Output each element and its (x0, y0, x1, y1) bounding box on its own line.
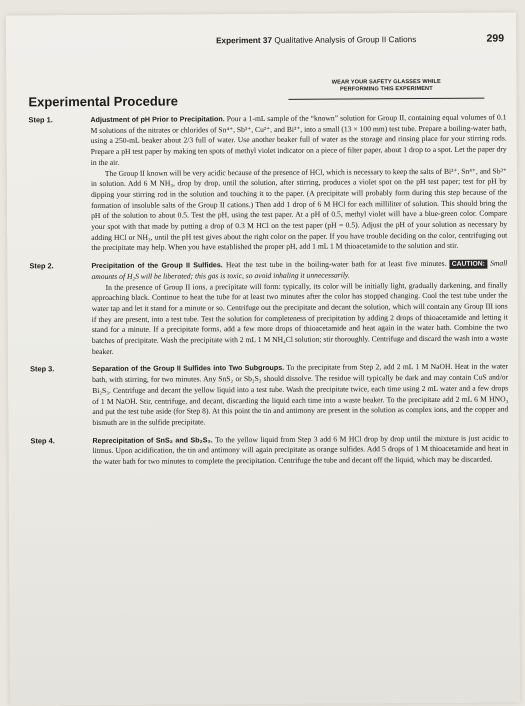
step-label: Step 1. (28, 115, 53, 125)
step-label: Step 3. (30, 364, 55, 374)
step-text: To the yellow liquid from Step 3 add 6 M HCl drop by drop until the mixture is just acidic to litmus. Upon acidification, the tin and antimony will again precipitate as orange sulfides. Add 5 drops of 1 M thioacetamide and heat in the water bath for two minutes to complete the precipitation. Centrifuge the tube and decant off the liquid, which may be discarded. (92, 433, 509, 467)
step-3 (30, 362, 508, 429)
experiment-number: Experiment 37 (216, 35, 273, 46)
step-text: Pour a 1-mL sample of the “known” solution for Group II, containing equal volumes of 0.1 M solutions of the nitrates or chlorides of Sn⁴⁺, Sb³⁺, Cu²⁺, and Bi³⁺, into a small (13 × 100 mm) test tube. Prepare a boiling-water bath, using a 250-mL beaker about 2/3 full of water. Use another beaker full of water as the storage and rinsing place for your stirring rods. Prepare a pH test paper by making ten spots of methyl violet indicator on a piece of filter paper, about 1 drop to a spot. Let the paper dry in the air. (90, 112, 507, 167)
caution-badge: CAUTION: (450, 260, 487, 269)
step-label: Step 2. (29, 261, 54, 271)
caution-text: Small amounts of H₂S will be liberated; this gas is toxic, so avoid inhaling it unnecessarily. (91, 258, 508, 281)
step-4 (30, 433, 508, 468)
safety-warning (291, 79, 481, 95)
step-paragraph (92, 433, 508, 468)
textbook-page (6, 12, 520, 705)
step-paragraph: In the presence of Group II ions, a precipitate will form: typically, its color will be initially light, gradually darkening, and finally approaching black. Continue to heat the tube for at least two minutes after the color has stopped changing. Cool the test tube under the water tap and let it stand for a minute or so. Centrifuge out the precipitate and decant the solution, which will contain any Group III ions if they are present, into a test tube. Test the solution for completeness of precipitation by adding 2 drops of thioacetamide and letting it stand for a minute. If a precipitate forms, add a few more drops of thioacetamide and heat again in the water bath. Combine the two batches of precipitate. Wash the precipitate with 2 mL 1 M NH₄Cl solution; stir thoroughly. Centrifuge and discard the wash into a waste beaker. (91, 280, 508, 356)
step-title: Reprecipitation of SnS₂ and Sb₂S₃. (92, 435, 213, 445)
safety-warning-line: PERFORMING THIS EXPERIMENT (339, 86, 433, 93)
section-title: Experimental Procedure (28, 93, 179, 110)
step-paragraph (91, 259, 507, 283)
running-head (216, 32, 506, 46)
step-text: To the precipitate from Step 2, add 2 mL 1 M NaOH. Heat in the water bath, with stirring, for two minutes. Any SnS₂ or Sb₂S₃ should dissolve. The residue will typically be dark and may contain CuS and/or Bi₂S₃. Centrifuge and decant the yellow liquid into a test tube. Wash the precipitate twice, each time using 2 mL water and a few drops of 1 M NaOH. Stir, centrifuge, and decant, discarding the liquid each time into a waste beaker. To the precipitate add 2 mL 6 M HNO₃ and put the test tube aside (for Step 8). At this point the tin and antimony are present in the solution as complex ions, and the copper and bismuth are in the sulfide precipitate. (92, 361, 509, 428)
step-paragraph (92, 362, 508, 429)
safety-warning-line: WEAR YOUR SAFETY GLASSES WHILE (331, 78, 441, 86)
step-paragraph: The Group II known will be very acidic because of the presence of HCl, which is necessary to keep the salts of Bi³⁺, Sn⁴⁺, and Sb³⁺ in solution. Add 6 M NH₃, drop by drop, until the solution, after stirring, produces a violet spot on the pH test paper; test for pH by dipping your stirring rod in the solution and touching it to the paper. (A precipitate will probably form during this step because of the formation of insoluble salts of the Group II cations.) Then add 1 drop of 6 M HCl for each milliliter of solution. This should bring the pH of the solution to about 0.5. Test the pH, using the test paper. At a pH of 0.5, methyl violet will have a blue-green color. Compare your spot with that made by putting a drop of 0.3 M HCl on the test paper (pH = 0.5). Adjust the pH of your solution as necessary by adding HCl or NH₃, until the pH test gives about the right color on the paper. If you have trouble deciding on the color, centrifuging out the precipitate may help. When you have established the proper pH, add 1 mL 1 M thioacetamide to the solution and stir. (90, 166, 508, 253)
warning-rule (288, 98, 484, 100)
procedure-steps (29, 113, 509, 476)
step-title: Separation of the Group II Sulfides into Two Subgroups. (92, 364, 285, 374)
chapter-title: Qualitative Analysis of Group II Cations (274, 35, 417, 45)
step-title: Adjustment of pH Prior to Precipitation. (90, 115, 225, 125)
step-title: Precipitation of the Group II Sulfides. (91, 261, 223, 271)
step-label: Step 4. (30, 435, 55, 446)
step-1 (29, 113, 508, 255)
step-2 (29, 259, 508, 358)
step-paragraph (91, 113, 507, 169)
page-number: 299 (486, 32, 505, 45)
step-text: Heat the test tube in the boiling-water bath for at least five minutes. (225, 259, 447, 270)
